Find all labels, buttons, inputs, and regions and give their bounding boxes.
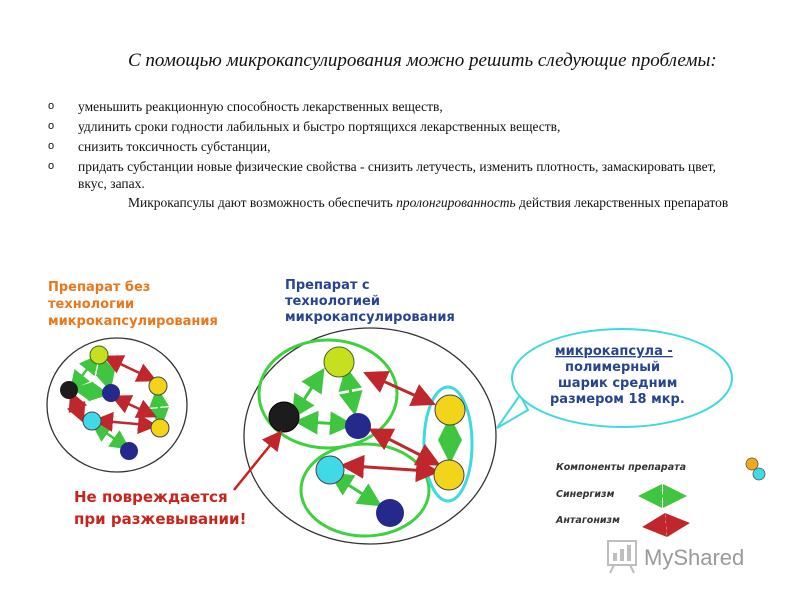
synergy-arrow <box>348 378 353 404</box>
component-navy <box>376 499 404 527</box>
component-navy <box>345 413 371 439</box>
component-yellow <box>435 395 465 425</box>
left-preparation-circle <box>47 338 187 472</box>
list-item: o придать субстанции новые физические свойства - снизить летучесть, изменить плотность, замаскировать цвет, вкус, запах. <box>48 159 716 191</box>
warning-arrow <box>234 438 276 490</box>
bullet-marker: o <box>48 160 55 172</box>
component-navy <box>102 384 120 402</box>
list-item: o снизить токсичность субстанции, <box>48 139 271 154</box>
antagonism-arrow <box>74 400 80 414</box>
left-label-line-3: микрокапсулирования <box>48 314 218 329</box>
legend-component-yellow <box>746 458 758 470</box>
synergy-arrow <box>82 390 100 393</box>
watermark-logo-icon <box>608 541 636 573</box>
antagonism-arrow <box>352 466 428 471</box>
center-label-line-3: микрокапсулирования <box>285 310 455 325</box>
callout-line-1: микрокапсула - <box>555 344 673 359</box>
component-dark <box>269 402 299 432</box>
bullet-marker: o <box>48 140 55 152</box>
watermark-text: MyShared <box>644 545 745 570</box>
antagonism-arrow <box>120 400 148 413</box>
component-cyan <box>83 412 101 430</box>
legend-antagonism-label: Антагонизм <box>556 515 620 526</box>
callout-line-4: размером 18 мкр. <box>550 392 685 407</box>
antagonism-arrow <box>103 421 148 425</box>
component-yellow <box>434 460 464 490</box>
warning-line-1: Не повреждается <box>74 488 228 506</box>
left-label-line-1: Препарат без <box>48 280 151 295</box>
antagonism-arrow <box>112 360 148 377</box>
center-label-line-2: технологией <box>285 294 380 309</box>
component-navy <box>120 442 138 460</box>
synergy-arrow <box>158 397 160 418</box>
warning-line-2: при разжевывании! <box>74 510 247 528</box>
legend-synergy-label: Синергизм <box>556 489 615 500</box>
callout-line-3: шарик средним <box>558 376 678 391</box>
left-label-line-2: технологии <box>48 297 135 312</box>
synergy-arrow <box>103 364 108 382</box>
component-lime <box>324 347 354 377</box>
component-cyan <box>316 456 344 484</box>
antagonism-arrow <box>374 377 425 400</box>
microcapsule-green-2 <box>301 444 429 536</box>
component-dark <box>60 381 78 399</box>
bullet-marker: o <box>48 120 55 132</box>
synergy-arrow <box>298 378 318 409</box>
component-yellow <box>149 377 167 395</box>
synergy-arrow <box>306 422 342 424</box>
synergy-arrow <box>76 362 93 383</box>
synergy-arrow <box>99 428 122 444</box>
conclusion-text: Микрокапсулы дают возможность обеспечить пролонгированность действия лекарственных препаратов <box>128 195 729 210</box>
synergy-arrow <box>339 479 372 500</box>
heading: С помощью микрокапсулирования можно решить следующие проблемы: <box>128 50 717 71</box>
legend-component-cyan <box>753 468 765 480</box>
list-item: o уменьшить реакционную способность лекарственных веществ, <box>48 99 443 114</box>
list-item: o удлинить сроки годности лабильных и быстро портящихся лекарственных веществ, <box>48 119 561 134</box>
legend-components-label: Компоненты препарата <box>556 462 687 473</box>
component-yellow <box>151 419 169 437</box>
component-lime <box>90 346 108 364</box>
callout-line-2: полимерный <box>565 360 661 375</box>
center-label-line-1: Препарат с <box>285 278 370 293</box>
legend-antagonism-arrow <box>654 524 678 526</box>
bullet-marker: o <box>48 100 55 112</box>
